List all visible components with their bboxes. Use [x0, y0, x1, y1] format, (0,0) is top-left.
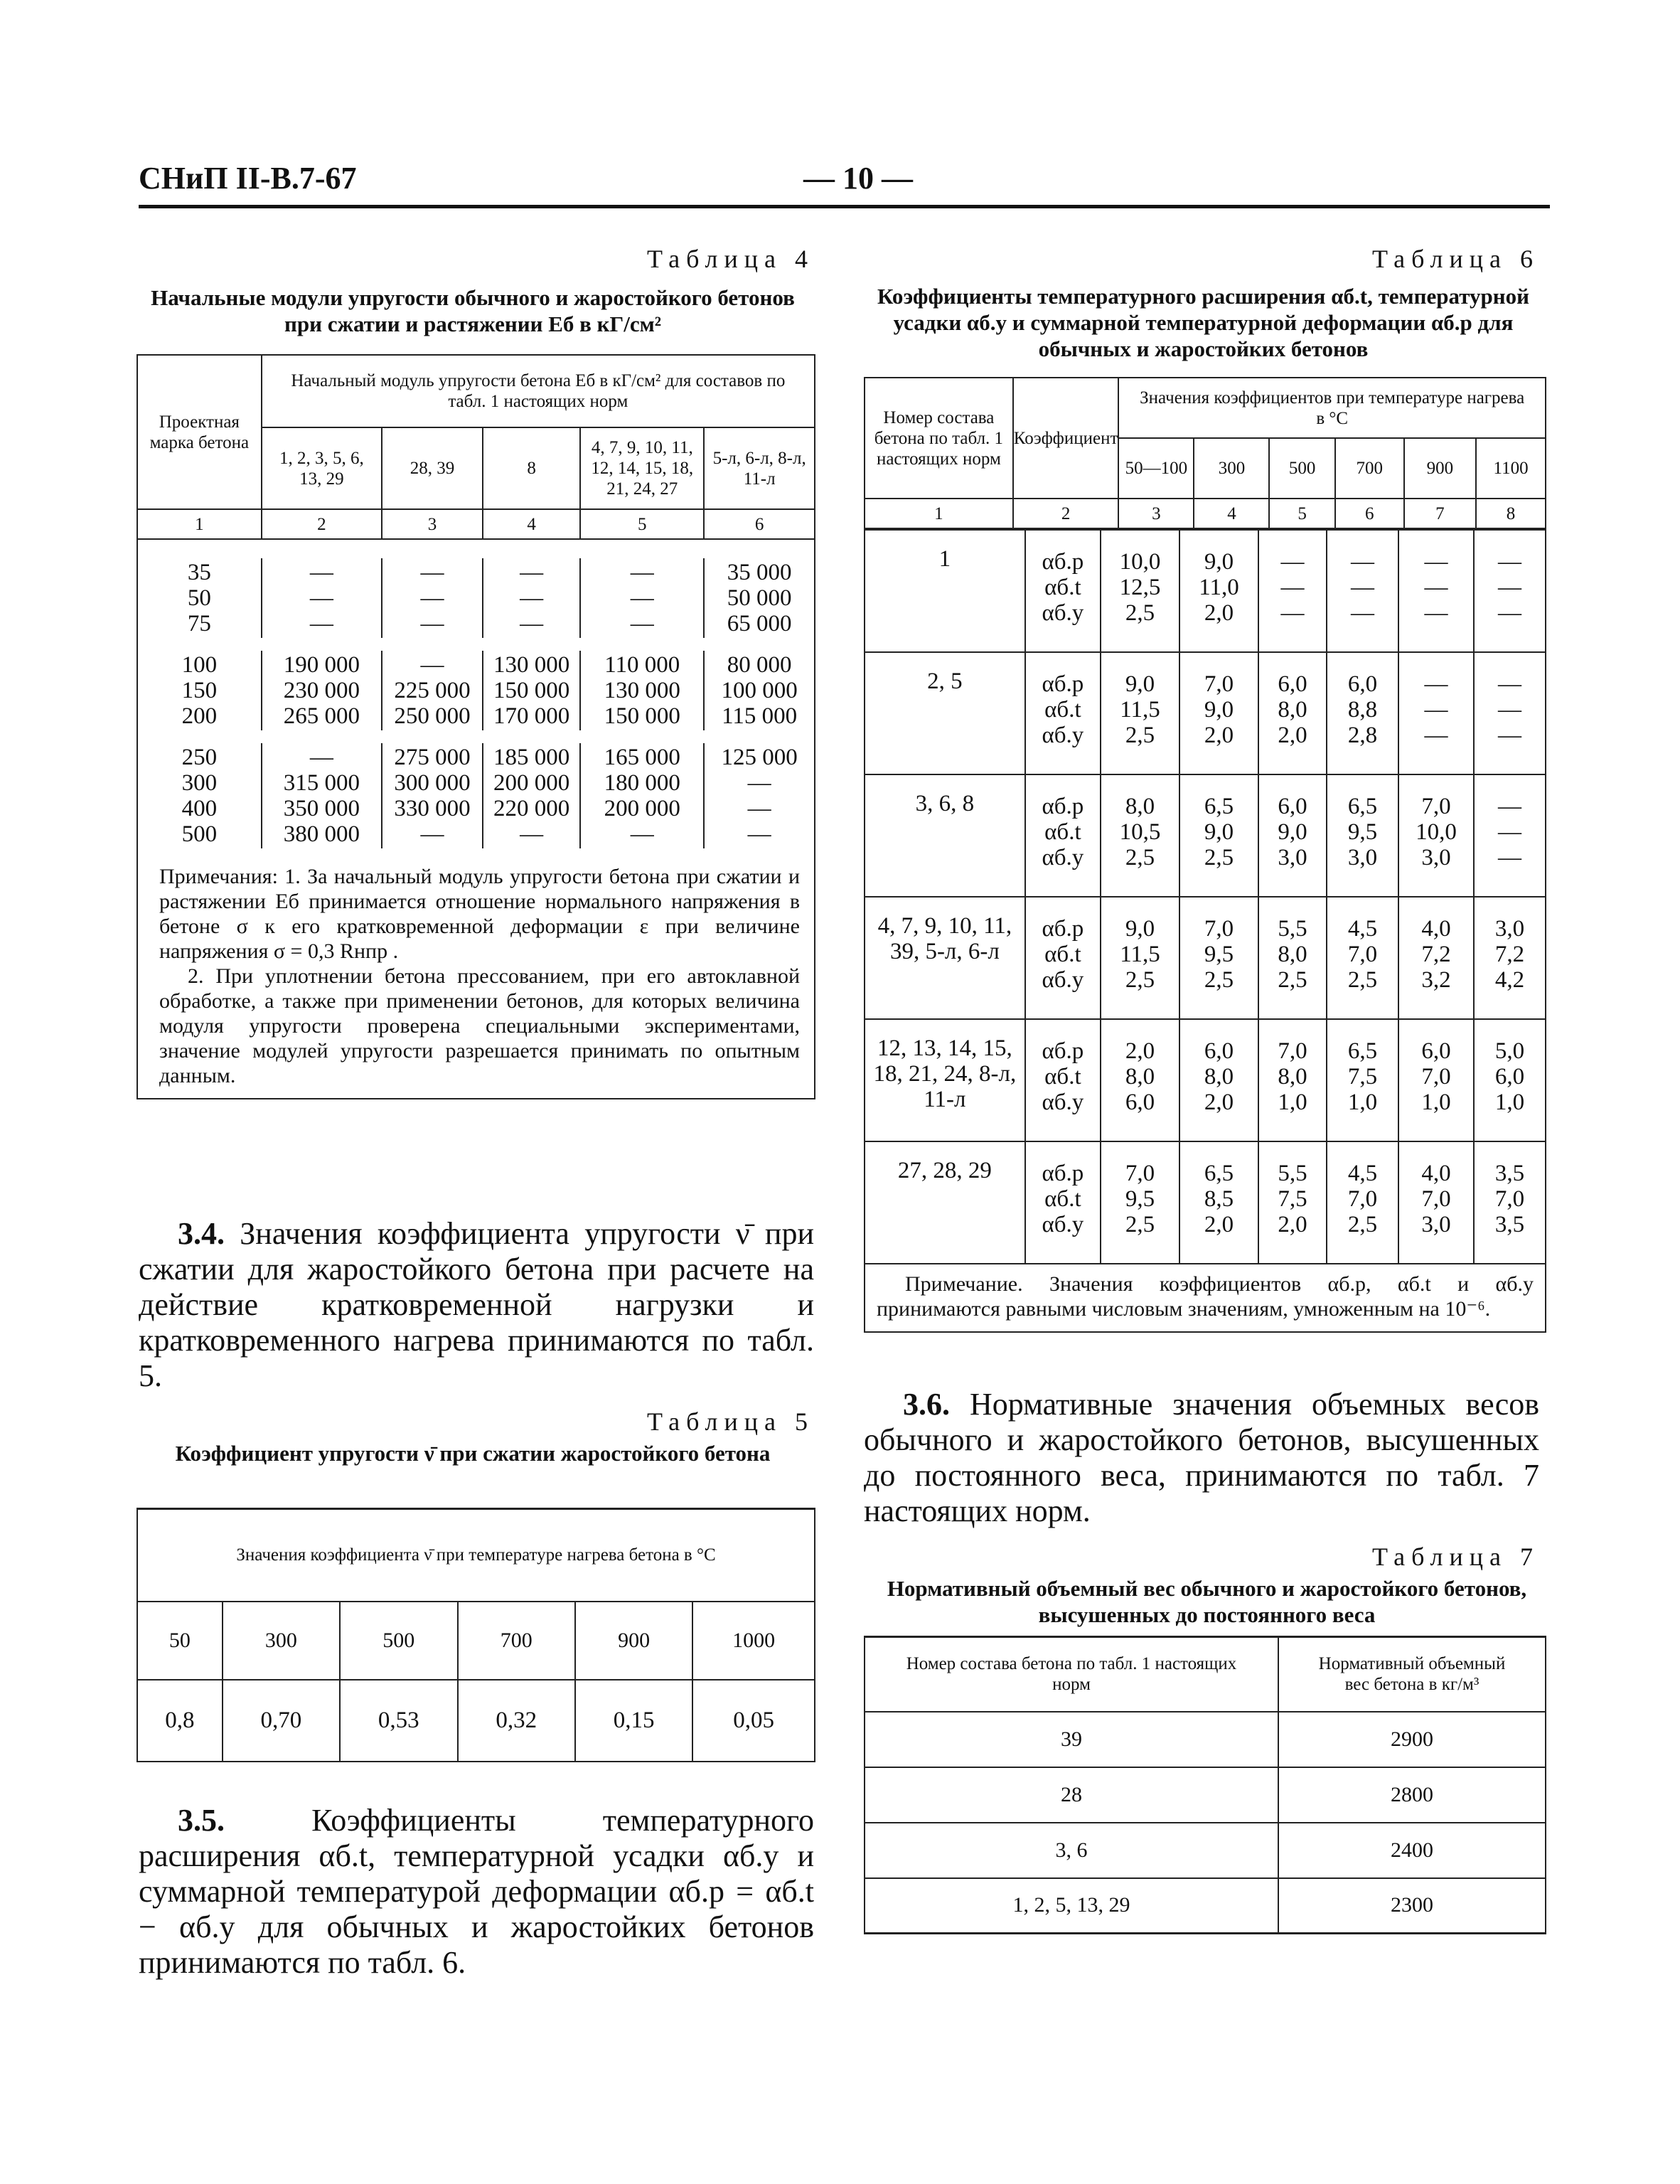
table-row	[865, 897, 1546, 1019]
t6-value-cell: 5,0 6,0 1,0	[1474, 1019, 1546, 1141]
t6-coef-names: αб.р αб.t αб.у	[1025, 897, 1101, 1019]
t6-value-cell: 2,0 8,0 6,0	[1101, 1019, 1179, 1141]
t4-subhead: 28, 39	[382, 427, 483, 509]
t6-value-cell: 4,5 7,0 2,5	[1327, 897, 1398, 1019]
table6: Номер состава бетона по табл. 1 настоящих норм Коэффициент Значения коэффициентов при температуре нагрева в °С 50—100 300 500 700 900 1100 1 2 3 4 5 6 7 8 1 αб.р αб.t αб.у 10,0 12,5 2,5 9,0 11,0 2,0 — — — — — — — — — — — — 2, 5 αб.р αб.t αб.у 9,0 11,5 2,5 7,0 9,0 2,0 6,0 8,0 2,0 6,0 8,8 2,8 — — — — — — 3, 6, 8 αб.р αб.t αб.у 8,0 10,5 2,5 6,5 9,0 2,5 6,0 9,0 3,0 6,5 9,5 3,0 7,0 10,0 3,0 — — — 4, 7, 9, 10, 11, 39, 5-л, 6-л αб.р αб.t αб.у 9,0 11,5 2,5 7,0 9,5 2,5 5,5 8,0 2,5 4,5 7,0 2,5 4,0 7,2 3,2 3,0 7,2 4,2 12, 13, 14, 15, 18, 21, 24, 8-л, 11-л αб.р αб.t αб.у 2,0 8,0 6,0 6,0 8,0 2,0 7,0 8,0 1,0 6,5 7,5 1,0 6,0 7,0 1,0 5,0 6,0 1,0 27, 28, 29 αб.р αб.t αб.у 7,0 9,5 2,5 6,5 8,5 2,0 5,5 7,5 2,0 4,5 7,0 2,5 4,0 7,0 3,0 3,5 7,0 3,5 Примечание. Значения коэффициентов αб.р, αб.t и αб.у принимаются равными числовым значениям, умноженным на 10⁻⁶.	[864, 377, 1546, 1333]
t6-value-cell: 6,0 9,0 3,0	[1258, 774, 1327, 897]
t4-head-mark: Проектная марка бетона	[137, 355, 262, 509]
table6-title: Коэффициенты температурного расширения αб.t, температурной усадки αб.у и суммарной температурной деформации αб.р для обычных и жаростойких бетонов	[877, 284, 1530, 361]
t6-value-cell: 3,0 7,2 4,2	[1474, 897, 1546, 1019]
t6-value-cell: 3,5 7,0 3,5	[1474, 1141, 1546, 1264]
table-row: 3, 6 2400	[865, 1823, 1546, 1878]
document-code: СНиП II-В.7-67	[139, 161, 357, 196]
t6-value-cell: 6,0 7,0 1,0	[1398, 1019, 1474, 1141]
t5-value: 0,8	[137, 1680, 223, 1762]
t6-coef-names: αб.р αб.t αб.у	[1025, 1141, 1101, 1264]
t7-head-comp: Номер состава бетона по табл. 1 настоящих норм	[865, 1637, 1278, 1712]
t6-value-cell: 6,5 9,0 2,5	[1179, 774, 1258, 897]
header-rule	[139, 205, 1550, 208]
t6-composition: 12, 13, 14, 15, 18, 21, 24, 8-л, 11-л	[865, 1019, 1025, 1141]
t6-composition: 2, 5	[865, 652, 1025, 774]
t6-coef-names: αб.р αб.t αб.у	[1025, 1019, 1101, 1141]
t5-temp: 50	[137, 1602, 223, 1680]
table-row: 35 50 75 — — — — — — — — — — — — 35 000 50 000 65 000	[137, 558, 815, 638]
table7	[864, 1636, 1546, 1934]
t4-subhead: 5-л, 6-л, 8-л, 11-л	[704, 427, 815, 509]
t6-value-cell: — — —	[1398, 530, 1474, 652]
t4-group-header: Начальный модуль упругости бетона Eб в кГ/см² для составов по табл. 1 настоящих норм	[262, 355, 815, 427]
t6-value-cell: 4,5 7,0 2,5	[1327, 1141, 1398, 1264]
page-number: — 10 —	[803, 161, 913, 196]
t4-note-2: 2. При уплотнении бетона прессованием, при его автоклавной обработке, а также при применении бетонов, для которых величина модуля упругости проверена специальными экспериментами, значение модулей упругости разрешается принимать по опытным данным.	[159, 964, 800, 1087]
t6-head-comp: Номер состава бетона по табл. 1 настоящих норм	[865, 378, 1013, 499]
t5-value: 0,15	[575, 1680, 692, 1762]
table6-label: Таблица 6	[1372, 245, 1539, 273]
table-row: 39 2900	[865, 1712, 1546, 1767]
t5-value: 0,53	[340, 1680, 457, 1762]
t6-value-cell: 6,0 8,0 2,0	[1179, 1019, 1258, 1141]
t6-value-cell: 6,0 8,0 2,0	[1258, 652, 1327, 774]
t6-value-cell: 5,5 7,5 2,0	[1258, 1141, 1327, 1264]
t6-value-cell: — — —	[1398, 652, 1474, 774]
t6-value-cell: 6,5 7,5 1,0	[1327, 1019, 1398, 1141]
t6-value-cell: 6,0 8,8 2,8	[1327, 652, 1398, 774]
t6-value-cell: 5,5 8,0 2,5	[1258, 897, 1327, 1019]
t4-colnum: 1	[137, 509, 262, 539]
t5-temp: 1000	[692, 1602, 815, 1680]
t6-value-cell: 7,0 8,0 1,0	[1258, 1019, 1327, 1141]
table4-label: Таблица 4	[647, 245, 814, 273]
t4-colnum: 6	[704, 509, 815, 539]
t6-value-cell: 4,0 7,0 3,0	[1398, 1141, 1474, 1264]
t6-head-coef: Коэффициент	[1013, 378, 1119, 499]
t6-value-cell: 7,0 10,0 3,0	[1398, 774, 1474, 897]
table-row	[865, 530, 1546, 652]
t6-value-cell: 6,5 8,5 2,0	[1179, 1141, 1258, 1264]
table-row: 100 150 200 190 000 230 000 265 000 — 225 000 250 000 130 000 150 000 170 000 110 000 130 000 150 000 80 000 100 000 115 000	[137, 651, 815, 730]
t4-subhead: 8	[483, 427, 580, 509]
t6-value-cell: — — —	[1474, 774, 1546, 897]
table5-label: Таблица 5	[647, 1407, 814, 1436]
t4-colnum: 4	[483, 509, 580, 539]
table-row	[865, 1019, 1546, 1141]
t6-coef-names: αб.р αб.t αб.у	[1025, 652, 1101, 774]
table-row	[865, 774, 1546, 897]
t6-value-cell: — — —	[1327, 530, 1398, 652]
t4-colnum: 3	[382, 509, 483, 539]
table7-title: Нормативный объемный вес обычного и жаростойкого бетонов, высушенных до постоянного веса	[887, 1576, 1527, 1627]
paragraph-3-6: 3.6. Нормативные значения объемных весов обычного и жаростойкого бетонов, высушенных до постоянного веса, принимаются по табл. 7 настоящих норм.	[864, 1387, 1540, 1528]
t5-temp: 300	[223, 1602, 340, 1680]
t4-colnum: 2	[262, 509, 382, 539]
table-row: 1, 2, 5, 13, 29 2300	[865, 1878, 1546, 1934]
paragraph-3-4: 3.4. Значения коэффициента упругости ν̄ при сжатии для жаростойкого бетона при расчете на действие кратковременной нагрузки и кратковременного нагрева принимаются по табл. 5.	[139, 1216, 815, 1393]
paragraph-3-5: 3.5. Коэффициенты температурного расширения αб.t, температурной усадки αб.у и суммарной температурой деформации αб.р = αб.t − αб.у для обычных и жаростойких бетонов принимаются по табл. 6.	[139, 1803, 814, 1980]
t6-value-cell: 8,0 10,5 2,5	[1101, 774, 1179, 897]
t6-composition: 3, 6, 8	[865, 774, 1025, 897]
t6-group-header: Значения коэффициентов при температуре нагрева в °С	[1118, 378, 1546, 438]
t5-temp: 900	[575, 1602, 692, 1680]
t6-value-cell: 9,0 11,5 2,5	[1101, 652, 1179, 774]
t6-value-cell: 7,0 9,5 2,5	[1179, 897, 1258, 1019]
t5-value: 0,32	[458, 1680, 575, 1762]
t5-value: 0,05	[692, 1680, 815, 1762]
table-row	[865, 1141, 1546, 1264]
t6-coef-names: αб.р αб.t αб.у	[1025, 774, 1101, 897]
t6-value-cell: — — —	[1474, 652, 1546, 774]
t6-value-cell: 7,0 9,5 2,5	[1101, 1141, 1179, 1264]
t6-coef-names: αб.р αб.t αб.у	[1025, 530, 1101, 652]
table-row: 250 300 400 500 — 315 000 350 000 380 000 275 000 300 000 330 000 — 185 000 200 000 220 000 — 165 000 180 000 200 000 — 125 000 — — —	[137, 743, 815, 848]
t6-value-cell: — — —	[1258, 530, 1327, 652]
table-row	[865, 652, 1546, 774]
t5-temp: 700	[458, 1602, 575, 1680]
t6-composition: 1	[865, 530, 1025, 652]
t4-marks: 35 50 75	[137, 558, 262, 638]
t6-value-cell: 7,0 9,0 2,0	[1179, 652, 1258, 774]
t6-composition: 27, 28, 29	[865, 1141, 1025, 1264]
table-row: 28 2800	[865, 1767, 1546, 1823]
t7-head-weight: Нормативный объемный вес бетона в кг/м³	[1278, 1637, 1546, 1712]
t6-value-cell: 4,0 7,2 3,2	[1398, 897, 1474, 1019]
t4-subhead: 4, 7, 9, 10, 11, 12, 14, 15, 18, 21, 24, 27	[580, 427, 704, 509]
t6-value-cell: 6,5 9,5 3,0	[1327, 774, 1398, 897]
t4-colnum: 5	[580, 509, 704, 539]
t4-subhead: 1, 2, 3, 5, 6, 13, 29	[262, 427, 382, 509]
t6-composition: 4, 7, 9, 10, 11, 39, 5-л, 6-л	[865, 897, 1025, 1019]
t5-temp: 500	[340, 1602, 457, 1680]
table5	[137, 1508, 815, 1762]
t4-note-1: Примечания: 1. За начальный модуль упругости бетона при сжатии и растяжении Eб принимается отношение нормального напряжения в бетоне σ к его кратковременной деформации ε при величине напряжения σ = 0,3 Rнпр .	[159, 865, 800, 963]
t5-value: 0,70	[223, 1680, 340, 1762]
t5-header: Значения коэффициента ν̄ при температуре нагрева бетона в °С	[137, 1509, 815, 1602]
table4	[137, 354, 815, 1099]
table4-title: Начальные модули упругости обычного и жаростойкого бетонов при сжатии и растяжении Eб в кГ/см²	[151, 285, 795, 336]
t6-note: Примечание. Значения коэффициентов αб.р, αб.t и αб.у принимаются равными числовым значениям, умноженным на 10⁻⁶.	[877, 1272, 1534, 1321]
t6-value-cell: 9,0 11,5 2,5	[1101, 897, 1179, 1019]
t6-value-cell: — — —	[1474, 530, 1546, 652]
table7-label: Таблица 7	[1372, 1543, 1539, 1571]
table5-title: Коэффициент упругости ν̄ при сжатии жаростойкого бетона	[175, 1441, 771, 1466]
t6-value-cell: 10,0 12,5 2,5	[1101, 530, 1179, 652]
t6-value-cell: 9,0 11,0 2,0	[1179, 530, 1258, 652]
